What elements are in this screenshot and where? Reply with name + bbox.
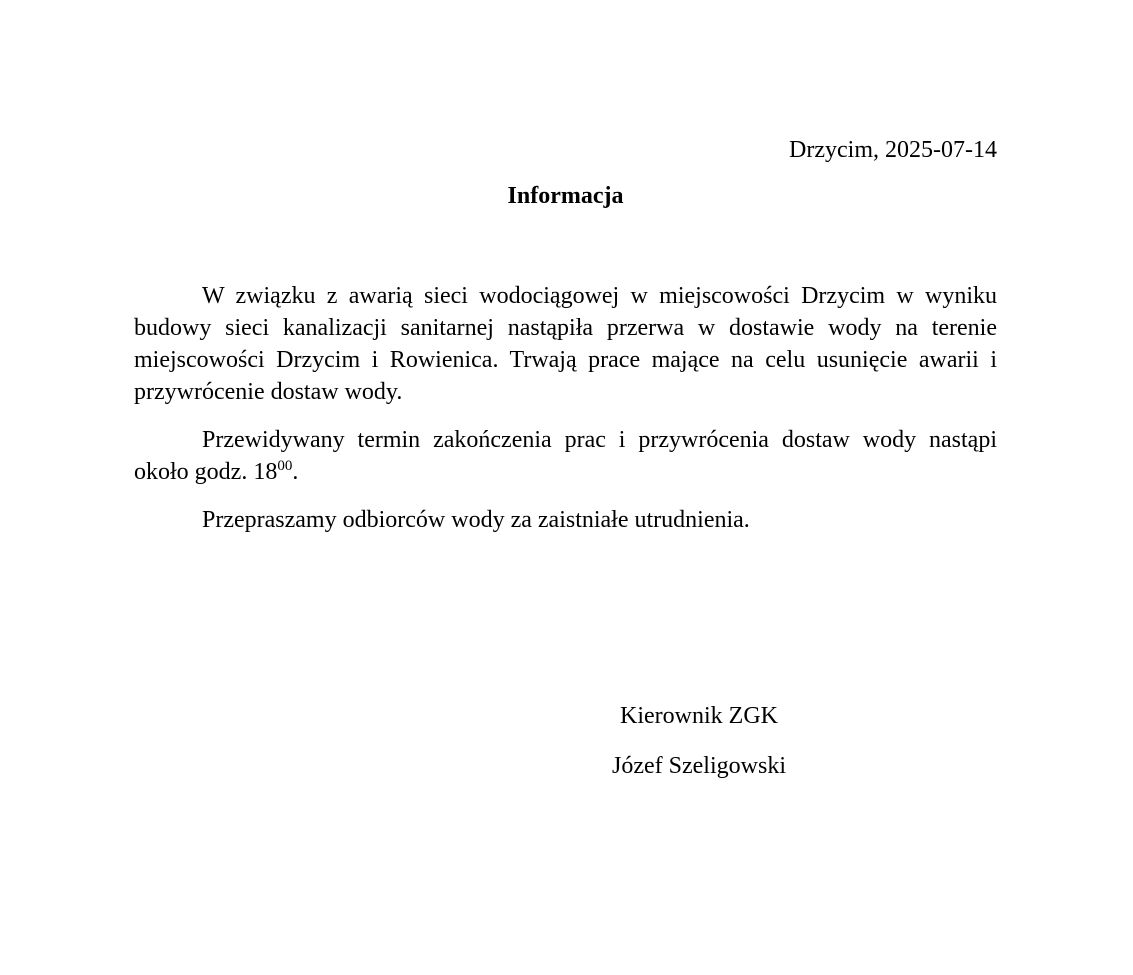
signature-name: Józef Szeligowski: [612, 753, 786, 779]
paragraph-restoration-time: [134, 424, 997, 488]
body-text: [134, 280, 997, 536]
document-title: Informacja: [507, 183, 624, 209]
document-body: [134, 134, 997, 552]
time-minutes-superscript: 00: [277, 458, 293, 474]
place-date: Drzycim, 2025-07-14: [789, 137, 997, 163]
signature-position: Kierownik ZGK: [620, 703, 778, 729]
paragraph-outage: W związku z awarią sieci wodociągowej w miejscowości Drzycim w wyniku budowy sieci kanalizacji sanitarnej nastąpiła przerwa w dostawie wody na terenie miejscowości Drzycim i Rowienica. Trwają prace mające na celu usunięcie awarii i przywrócenie dostaw wody.: [134, 283, 997, 405]
signature-block: [586, 700, 812, 782]
paragraph-apology: Przepraszamy odbiorców wody za zaistniałe utrudnienia.: [202, 507, 750, 533]
restoration-suffix: .: [292, 459, 299, 485]
restoration-text: Przewidywany termin zakończenia prac i przywrócenia dostaw wody nastąpi około godz. 18: [134, 427, 997, 485]
